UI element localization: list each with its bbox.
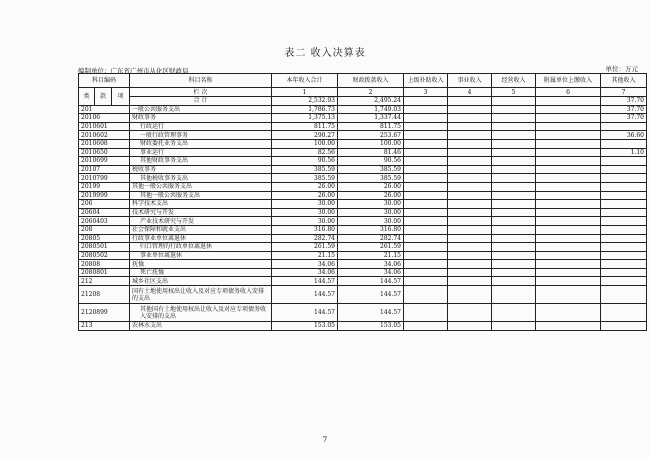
row-total: 34.06 <box>272 260 338 269</box>
row-code: 2010608 <box>79 139 130 148</box>
table-row <box>79 260 647 269</box>
row-operating <box>492 174 536 183</box>
row-fiscal: 30.00 <box>338 217 404 226</box>
row-subsidy <box>404 286 448 304</box>
row-affiliated <box>536 260 601 269</box>
row-business <box>448 234 492 243</box>
row-fiscal: 90.56 <box>338 157 404 166</box>
row-affiliated <box>536 243 601 252</box>
table-row <box>79 122 647 131</box>
table-row <box>79 191 647 200</box>
header-affiliated: 附属单位上缴收入 <box>536 74 601 88</box>
row-affiliated <box>536 157 601 166</box>
row-fiscal: 316.80 <box>338 225 404 234</box>
row-operating <box>492 304 536 322</box>
table-row <box>79 139 647 148</box>
row-subsidy <box>404 225 448 234</box>
row-operating <box>492 200 536 209</box>
row-other <box>601 251 647 260</box>
table-row <box>79 174 647 183</box>
row-code: 2060403 <box>79 217 130 226</box>
unit: 单位：万元 <box>605 65 638 73</box>
header-kuan: 款 <box>95 88 112 106</box>
row-other <box>601 174 647 183</box>
row-name: 科学技术支出 <box>130 200 272 209</box>
row-affiliated <box>536 234 601 243</box>
table-row <box>79 277 647 286</box>
row-affiliated <box>536 225 601 234</box>
table-row <box>79 200 647 209</box>
row-fiscal: 261.59 <box>338 243 404 252</box>
row-name: 其他一般公共服务支出 <box>130 191 272 200</box>
row-business <box>448 260 492 269</box>
table-row <box>79 234 647 243</box>
row-operating <box>492 139 536 148</box>
row-code: 2080801 <box>79 268 130 277</box>
row-code: 20106 <box>79 114 130 123</box>
row-code: 2019999 <box>79 191 130 200</box>
header-row <box>79 74 647 88</box>
row-code: 212 <box>79 277 130 286</box>
row-business <box>448 225 492 234</box>
row-subsidy <box>404 304 448 322</box>
row-business <box>448 286 492 304</box>
row-other <box>601 277 647 286</box>
row-subsidy <box>404 277 448 286</box>
row-business <box>448 105 492 114</box>
header-subsidy: 上级补助收入 <box>404 74 448 88</box>
row-business <box>448 304 492 322</box>
table-row <box>79 208 647 217</box>
row-affiliated <box>536 174 601 183</box>
row-fiscal: 81.46 <box>338 148 404 157</box>
heji-label: 合 计 <box>130 97 272 106</box>
row-other <box>601 234 647 243</box>
row-subsidy <box>404 105 448 114</box>
row-affiliated <box>536 122 601 131</box>
row-operating <box>492 322 536 331</box>
row-subsidy <box>404 234 448 243</box>
row-subsidy <box>404 114 448 123</box>
row-name: 其他一般公共服务支出 <box>130 182 272 191</box>
row-business <box>448 208 492 217</box>
row-subsidy <box>404 217 448 226</box>
col-num-3: 3 <box>404 88 448 97</box>
row-subsidy <box>404 122 448 131</box>
row-other: 36.60 <box>601 131 647 140</box>
row-name: 抚恤 <box>130 260 272 269</box>
row-total: 26.00 <box>272 191 338 200</box>
row-affiliated <box>536 286 601 304</box>
row-operating <box>492 208 536 217</box>
header-total: 本年收入合计 <box>272 74 338 88</box>
row-other <box>601 122 647 131</box>
row-total: 34.06 <box>272 268 338 277</box>
row-fiscal: 282.74 <box>338 234 404 243</box>
header-lanci: 栏 次 <box>130 88 272 97</box>
row-business <box>448 268 492 277</box>
row-code: 2120899 <box>79 304 130 322</box>
row-operating <box>492 251 536 260</box>
row-business <box>448 322 492 331</box>
row-code: 2010602 <box>79 131 130 140</box>
row-subsidy <box>404 148 448 157</box>
row-fiscal: 30.00 <box>338 200 404 209</box>
row-total: 30.00 <box>272 208 338 217</box>
row-operating <box>492 165 536 174</box>
row-total: 153.05 <box>272 322 338 331</box>
row-other <box>601 243 647 252</box>
row-operating <box>492 157 536 166</box>
row-affiliated <box>536 217 601 226</box>
header-fiscal: 财政拨款收入 <box>338 74 404 88</box>
row-fiscal: 153.05 <box>338 322 404 331</box>
row-fiscal: 30.00 <box>338 208 404 217</box>
row-name: 技术研究与开发 <box>130 208 272 217</box>
row-affiliated <box>536 148 601 157</box>
table-row <box>79 286 647 304</box>
row-operating <box>492 148 536 157</box>
row-total: 1,786.73 <box>272 105 338 114</box>
row-other <box>601 165 647 174</box>
total-total: 2,532.93 <box>272 97 338 106</box>
row-total: 90.56 <box>272 157 338 166</box>
row-other <box>601 286 647 304</box>
row-subsidy <box>404 200 448 209</box>
row-affiliated <box>536 182 601 191</box>
row-name: 产业技术研究与开发 <box>130 217 272 226</box>
header-xiang: 项 <box>112 88 130 106</box>
total-operating <box>492 97 536 106</box>
row-code: 20107 <box>79 165 130 174</box>
col-num-2: 2 <box>338 88 404 97</box>
row-name: 国有土地使用权出让收入及对应专项债务收入安排的支出 <box>130 286 272 304</box>
row-subsidy <box>404 174 448 183</box>
row-code: 213 <box>79 322 130 331</box>
row-subsidy <box>404 139 448 148</box>
row-code: 2010799 <box>79 174 130 183</box>
row-fiscal: 385.59 <box>338 165 404 174</box>
row-operating <box>492 225 536 234</box>
row-total: 385.59 <box>272 174 338 183</box>
row-code: 2010699 <box>79 157 130 166</box>
table-row <box>79 157 647 166</box>
page-title: 表二 收入决算表 <box>284 48 366 59</box>
row-code: 206 <box>79 200 130 209</box>
table-row <box>79 304 647 322</box>
total-business <box>448 97 492 106</box>
row-subsidy <box>404 322 448 331</box>
row-other: 1.10 <box>601 148 647 157</box>
row-business <box>448 139 492 148</box>
col-num-6: 6 <box>536 88 601 97</box>
row-affiliated <box>536 322 601 331</box>
row-business <box>448 251 492 260</box>
col-num-7: 7 <box>601 88 647 97</box>
row-total: 21.15 <box>272 251 338 260</box>
header-operating: 经营收入 <box>492 74 536 88</box>
row-name: 一般行政管理事务 <box>130 131 272 140</box>
table-row <box>79 251 647 260</box>
revenue-table <box>78 73 647 331</box>
row-affiliated <box>536 191 601 200</box>
table-row <box>79 243 647 252</box>
header-row-2 <box>79 88 647 97</box>
row-name: 事业单位离退休 <box>130 251 272 260</box>
total-subsidy <box>404 97 448 106</box>
row-subsidy <box>404 208 448 217</box>
row-other <box>601 304 647 322</box>
row-total: 144.57 <box>272 277 338 286</box>
row-name: 社会保障和就业支出 <box>130 225 272 234</box>
row-operating <box>492 182 536 191</box>
row-operating <box>492 268 536 277</box>
table-row <box>79 114 647 123</box>
row-code: 2080502 <box>79 251 130 260</box>
row-name: 财政事务 <box>130 114 272 123</box>
col-num-1: 1 <box>272 88 338 97</box>
row-total: 811.75 <box>272 122 338 131</box>
row-name: 事业运行 <box>130 148 272 157</box>
row-fiscal: 144.57 <box>338 286 404 304</box>
row-other <box>601 139 647 148</box>
row-affiliated <box>536 131 601 140</box>
row-fiscal: 26.00 <box>338 191 404 200</box>
row-subsidy <box>404 165 448 174</box>
row-subsidy <box>404 191 448 200</box>
row-other: 37.70 <box>601 114 647 123</box>
col-num-5: 5 <box>492 88 536 97</box>
row-operating <box>492 131 536 140</box>
row-other <box>601 208 647 217</box>
row-business <box>448 200 492 209</box>
row-total: 385.59 <box>272 165 338 174</box>
page-number: 7 <box>322 436 328 444</box>
row-total: 261.59 <box>272 243 338 252</box>
row-other <box>601 260 647 269</box>
row-subsidy <box>404 157 448 166</box>
row-business <box>448 217 492 226</box>
row-fiscal: 26.00 <box>338 182 404 191</box>
row-business <box>448 148 492 157</box>
row-name: 一般公共服务支出 <box>130 105 272 114</box>
row-operating <box>492 122 536 131</box>
row-fiscal: 385.59 <box>338 174 404 183</box>
table-row <box>79 131 647 140</box>
row-subsidy <box>404 260 448 269</box>
row-fiscal: 34.06 <box>338 260 404 269</box>
row-total: 144.57 <box>272 304 338 322</box>
row-code: 2010650 <box>79 148 130 157</box>
row-affiliated <box>536 268 601 277</box>
row-subsidy <box>404 131 448 140</box>
row-business <box>448 174 492 183</box>
header-business: 事业收入 <box>448 74 492 88</box>
row-total: 290.27 <box>272 131 338 140</box>
header-name: 科目名称 <box>130 74 272 88</box>
row-operating <box>492 234 536 243</box>
row-fiscal: 811.75 <box>338 122 404 131</box>
row-other <box>601 217 647 226</box>
row-fiscal: 253.67 <box>338 131 404 140</box>
row-other <box>601 322 647 331</box>
row-name: 行政事业单位离退休 <box>130 234 272 243</box>
table-row <box>79 148 647 157</box>
row-total: 82.56 <box>272 148 338 157</box>
row-total: 100.00 <box>272 139 338 148</box>
unit-label: 编制单位：广东省广州市从化区财政局 <box>78 67 189 75</box>
table-row <box>79 322 647 331</box>
row-operating <box>492 105 536 114</box>
row-total: 1,375.13 <box>272 114 338 123</box>
row-code: 20199 <box>79 182 130 191</box>
row-fiscal: 144.57 <box>338 304 404 322</box>
row-fiscal: 100.00 <box>338 139 404 148</box>
row-name: 其他税收事务支出 <box>130 174 272 183</box>
row-code: 20805 <box>79 234 130 243</box>
row-operating <box>492 217 536 226</box>
row-business <box>448 157 492 166</box>
row-affiliated <box>536 208 601 217</box>
row-subsidy <box>404 243 448 252</box>
row-other <box>601 200 647 209</box>
header-code: 科目编码 <box>79 74 130 88</box>
row-business <box>448 131 492 140</box>
row-code: 2010601 <box>79 122 130 131</box>
row-code: 20604 <box>79 208 130 217</box>
row-affiliated <box>536 105 601 114</box>
row-code: 21208 <box>79 286 130 304</box>
row-code: 20808 <box>79 260 130 269</box>
row-other <box>601 268 647 277</box>
row-name: 其他财政事务支出 <box>130 157 272 166</box>
row-code: 208 <box>79 225 130 234</box>
row-other <box>601 182 647 191</box>
total-fiscal: 2,495.24 <box>338 97 404 106</box>
row-name: 农林水支出 <box>130 322 272 331</box>
row-operating <box>492 277 536 286</box>
row-operating <box>492 286 536 304</box>
row-subsidy <box>404 182 448 191</box>
row-fiscal: 1,337.44 <box>338 114 404 123</box>
row-affiliated <box>536 304 601 322</box>
row-business <box>448 243 492 252</box>
row-affiliated <box>536 277 601 286</box>
row-other: 37.70 <box>601 105 647 114</box>
row-fiscal: 34.06 <box>338 268 404 277</box>
row-operating <box>492 243 536 252</box>
row-affiliated <box>536 139 601 148</box>
row-total: 316.80 <box>272 225 338 234</box>
row-business <box>448 182 492 191</box>
row-operating <box>492 191 536 200</box>
totals-row <box>79 97 647 106</box>
row-affiliated <box>536 165 601 174</box>
table-row <box>79 217 647 226</box>
table-row <box>79 165 647 174</box>
row-other <box>601 157 647 166</box>
col-num-4: 4 <box>448 88 492 97</box>
row-affiliated <box>536 251 601 260</box>
row-code: 2080501 <box>79 243 130 252</box>
row-total: 282.74 <box>272 234 338 243</box>
row-affiliated <box>536 200 601 209</box>
row-name: 死亡抚恤 <box>130 268 272 277</box>
row-business <box>448 277 492 286</box>
row-name: 归口管理的行政单位离退休 <box>130 243 272 252</box>
row-code: 201 <box>79 105 130 114</box>
row-business <box>448 122 492 131</box>
row-other <box>601 225 647 234</box>
row-business <box>448 114 492 123</box>
row-fiscal: 1,749.03 <box>338 105 404 114</box>
row-affiliated <box>536 114 601 123</box>
row-subsidy <box>404 268 448 277</box>
table-row <box>79 268 647 277</box>
row-name: 税收事务 <box>130 165 272 174</box>
row-operating <box>492 260 536 269</box>
total-other: 37.70 <box>601 97 647 106</box>
row-fiscal: 21.15 <box>338 251 404 260</box>
total-affiliated <box>536 97 601 106</box>
row-total: 144.57 <box>272 286 338 304</box>
row-other <box>601 191 647 200</box>
row-total: 30.00 <box>272 217 338 226</box>
table-row <box>79 182 647 191</box>
table-row <box>79 105 647 114</box>
header-other: 其他收入 <box>601 74 647 88</box>
row-business <box>448 165 492 174</box>
row-total: 26.00 <box>272 182 338 191</box>
row-total: 30.00 <box>272 200 338 209</box>
row-name: 其他国有土地使用权出让收入及对应专项债务收入安排的支出 <box>130 304 272 322</box>
row-name: 行政运行 <box>130 122 272 131</box>
row-business <box>448 191 492 200</box>
row-operating <box>492 114 536 123</box>
row-name: 财政委托业务支出 <box>130 139 272 148</box>
header-lei: 类 <box>79 88 95 106</box>
row-fiscal: 144.57 <box>338 277 404 286</box>
table-row <box>79 225 647 234</box>
row-subsidy <box>404 251 448 260</box>
row-name: 城乡社区支出 <box>130 277 272 286</box>
